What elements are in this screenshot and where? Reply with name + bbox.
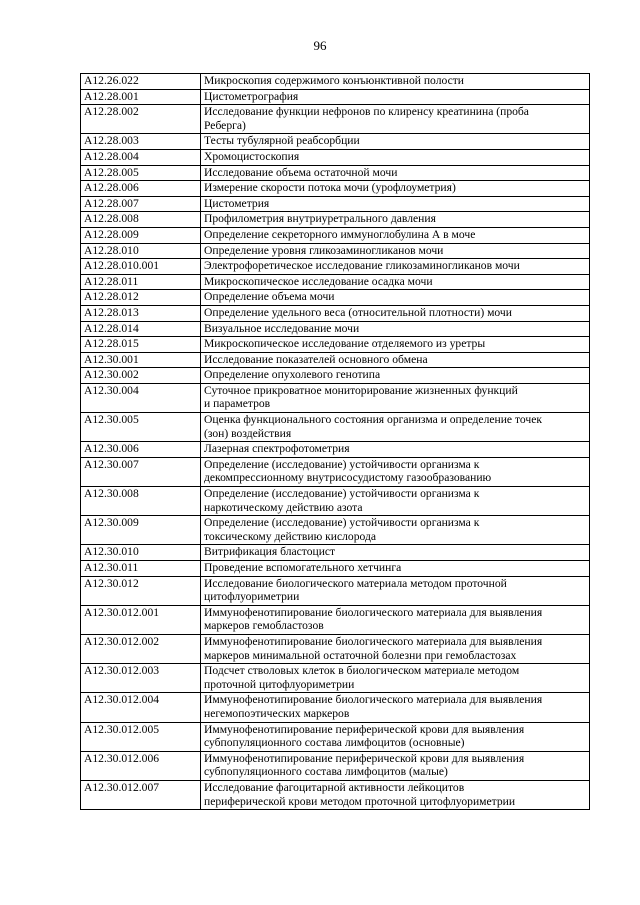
- table-row: [81, 321, 590, 337]
- service-code-cell: A12.30.012.005: [81, 722, 201, 751]
- service-name-cell: Цистометрия: [201, 196, 590, 212]
- service-name-cell: Исследование объема остаточной мочи: [201, 165, 590, 181]
- service-code-cell: A12.30.005: [81, 413, 201, 442]
- table-row: [81, 290, 590, 306]
- service-code-cell: A12.30.012.002: [81, 634, 201, 663]
- service-code-cell: A12.30.004: [81, 383, 201, 412]
- service-code-cell: A12.28.007: [81, 196, 201, 212]
- table-row: [81, 181, 590, 197]
- table-row: [81, 751, 590, 780]
- table-row: [81, 605, 590, 634]
- service-name-cell: Определение опухолевого генотипа: [201, 368, 590, 384]
- table-row: [81, 383, 590, 412]
- table-row: [81, 105, 590, 134]
- table-row: [81, 134, 590, 150]
- table-row: [81, 516, 590, 545]
- service-code-cell: A12.28.003: [81, 134, 201, 150]
- service-name-cell: Определение уровня гликозаминогликанов мочи: [201, 243, 590, 259]
- service-name-cell: Визуальное исследование мочи: [201, 321, 590, 337]
- table-row: [81, 442, 590, 458]
- service-name-cell: Исследование биологического материала методом проточной цитофлуориметрии: [201, 576, 590, 605]
- service-name-cell: Оценка функционального состояния организма и определение точек (зон) воздействия: [201, 413, 590, 442]
- service-name-cell: Электрофоретическое исследование гликозаминогликанов мочи: [201, 259, 590, 275]
- table-row: [81, 74, 590, 90]
- table-row: [81, 722, 590, 751]
- service-code-cell: A12.28.012: [81, 290, 201, 306]
- table-row: [81, 243, 590, 259]
- service-code-cell: A12.30.008: [81, 487, 201, 516]
- table-row: [81, 274, 590, 290]
- service-code-cell: A12.28.011: [81, 274, 201, 290]
- table-row: [81, 487, 590, 516]
- service-code-cell: A12.26.022: [81, 74, 201, 90]
- table-row: [81, 149, 590, 165]
- table-row: [81, 368, 590, 384]
- service-code-cell: A12.28.005: [81, 165, 201, 181]
- service-code-cell: A12.28.002: [81, 105, 201, 134]
- service-code-cell: A12.30.007: [81, 457, 201, 486]
- service-name-cell: Хромоцистоскопия: [201, 149, 590, 165]
- service-code-cell: A12.28.010: [81, 243, 201, 259]
- table-row: [81, 196, 590, 212]
- service-name-cell: Иммунофенотипирование периферической крови для выявления субпопуляционного состава лимфоцитов (малые): [201, 751, 590, 780]
- service-code-cell: A12.28.014: [81, 321, 201, 337]
- service-name-cell: Исследование показателей основного обмена: [201, 352, 590, 368]
- table-row: [81, 212, 590, 228]
- service-code-cell: A12.28.006: [81, 181, 201, 197]
- table-row: [81, 693, 590, 722]
- table-body: [81, 74, 590, 810]
- service-name-cell: Определение (исследование) устойчивости организма к наркотическому действию азота: [201, 487, 590, 516]
- table-row: [81, 457, 590, 486]
- service-name-cell: Иммунофенотипирование периферической крови для выявления субпопуляционного состава лимфоцитов (основные): [201, 722, 590, 751]
- service-name-cell: Тесты тубулярной реабсорбции: [201, 134, 590, 150]
- service-name-cell: Витрификация бластоцист: [201, 545, 590, 561]
- service-code-cell: A12.30.012.001: [81, 605, 201, 634]
- service-code-cell: A12.30.002: [81, 368, 201, 384]
- service-codes-table: [80, 73, 590, 810]
- table-row: [81, 259, 590, 275]
- table-row: [81, 576, 590, 605]
- service-name-cell: Микроскопия содержимого конъюнктивной полости: [201, 74, 590, 90]
- service-name-cell: Суточное прикроватное мониторирование жизненных функций и параметров: [201, 383, 590, 412]
- service-code-cell: A12.28.010.001: [81, 259, 201, 275]
- table-row: [81, 165, 590, 181]
- service-name-cell: Иммунофенотипирование биологического материала для выявления негемопоэтических маркеров: [201, 693, 590, 722]
- service-name-cell: Определение (исследование) устойчивости организма к токсическому действию кислорода: [201, 516, 590, 545]
- service-code-cell: A12.30.012.006: [81, 751, 201, 780]
- service-name-cell: Определение объема мочи: [201, 290, 590, 306]
- service-name-cell: Иммунофенотипирование биологического материала для выявления маркеров гемобластозов: [201, 605, 590, 634]
- service-code-cell: A12.28.013: [81, 305, 201, 321]
- service-name-cell: Исследование функции нефронов по клиренсу креатинина (проба Реберга): [201, 105, 590, 134]
- service-code-cell: A12.30.009: [81, 516, 201, 545]
- service-code-cell: A12.30.006: [81, 442, 201, 458]
- service-name-cell: Микроскопическое исследование осадка мочи: [201, 274, 590, 290]
- service-name-cell: Иммунофенотипирование биологического материала для выявления маркеров минимальной остаточной болезни при гемобластозах: [201, 634, 590, 663]
- service-code-cell: A12.28.004: [81, 149, 201, 165]
- service-name-cell: Профилометрия внутриуретрального давления: [201, 212, 590, 228]
- service-code-cell: A12.30.001: [81, 352, 201, 368]
- service-name-cell: Исследование фагоцитарной активности лейкоцитов периферической крови методом проточной цитофлуориметрии: [201, 780, 590, 809]
- service-name-cell: Подсчет стволовых клеток в биологическом материале методом проточной цитофлуориметрии: [201, 664, 590, 693]
- service-code-cell: A12.28.001: [81, 89, 201, 105]
- table-row: [81, 780, 590, 809]
- page-number: 96: [313, 38, 327, 53]
- table-row: [81, 305, 590, 321]
- service-name-cell: Микроскопическое исследование отделяемого из уретры: [201, 337, 590, 353]
- table-row: [81, 227, 590, 243]
- service-code-cell: A12.30.012.007: [81, 780, 201, 809]
- table-row: [81, 634, 590, 663]
- table-row: [81, 413, 590, 442]
- table-row: [81, 89, 590, 105]
- service-name-cell: Определение удельного веса (относительной плотности) мочи: [201, 305, 590, 321]
- service-code-cell: A12.30.011: [81, 561, 201, 577]
- table-row: [81, 664, 590, 693]
- service-name-cell: Проведение вспомогательного хетчинга: [201, 561, 590, 577]
- service-code-cell: A12.30.012.003: [81, 664, 201, 693]
- service-name-cell: Измерение скорости потока мочи (урофлоуметрия): [201, 181, 590, 197]
- table-row: [81, 545, 590, 561]
- service-code-cell: A12.28.009: [81, 227, 201, 243]
- service-code-cell: A12.28.008: [81, 212, 201, 228]
- service-name-cell: Определение секреторного иммуноглобулина А в моче: [201, 227, 590, 243]
- table-row: [81, 352, 590, 368]
- service-code-cell: A12.30.012: [81, 576, 201, 605]
- table-row: [81, 561, 590, 577]
- service-code-cell: A12.28.015: [81, 337, 201, 353]
- service-name-cell: Определение (исследование) устойчивости организма к декомпрессионному внутрисосудистому газообразованию: [201, 457, 590, 486]
- service-name-cell: Цистометрография: [201, 89, 590, 105]
- table-row: [81, 337, 590, 353]
- service-code-cell: A12.30.010: [81, 545, 201, 561]
- service-code-cell: A12.30.012.004: [81, 693, 201, 722]
- service-name-cell: Лазерная спектрофотометрия: [201, 442, 590, 458]
